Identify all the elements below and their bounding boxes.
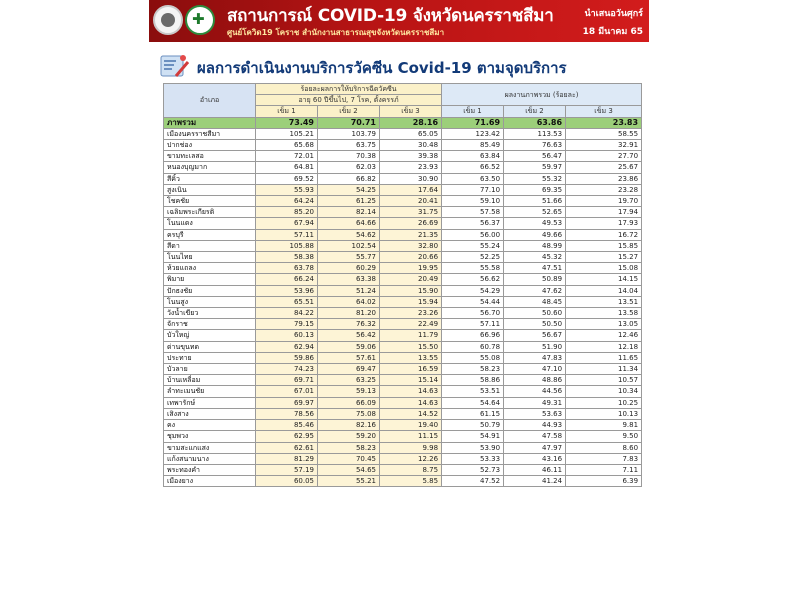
header-banner	[149, 0, 649, 42]
value-cell: 12.18	[566, 341, 642, 352]
dose-header: เข็ม 2	[318, 106, 380, 117]
value-cell: 13.51	[566, 296, 642, 307]
value-cell: 63.84	[442, 151, 504, 162]
value-cell: 30.48	[380, 140, 442, 151]
value-cell: 49.66	[504, 229, 566, 240]
value-cell: 14.63	[380, 386, 442, 397]
value-cell: 54.25	[318, 184, 380, 195]
table-row	[164, 296, 642, 307]
value-cell: 49.53	[504, 218, 566, 229]
value-cell: 123.42	[442, 128, 504, 139]
value-cell: 14.52	[380, 408, 442, 419]
total-row	[164, 117, 642, 128]
value-cell: 76.63	[504, 140, 566, 151]
value-cell: 57.11	[442, 319, 504, 330]
page-title: สถานการณ์ COVID-19 จังหวัดนครราชสีมา	[227, 6, 554, 26]
table-row	[164, 151, 642, 162]
table-row	[164, 162, 642, 173]
value-cell: 69.71	[256, 375, 318, 386]
value-cell: 52.73	[442, 464, 504, 475]
value-cell: 85.49	[442, 140, 504, 151]
value-cell: 11.34	[566, 364, 642, 375]
district-name: ขามทะเลสอ	[164, 151, 256, 162]
district-name: สีคิ้ว	[164, 173, 256, 184]
dose-header: เข็ม 3	[380, 106, 442, 117]
table-row	[164, 240, 642, 251]
value-cell: 57.11	[256, 229, 318, 240]
report-page	[149, 0, 649, 600]
value-cell: 43.16	[504, 453, 566, 464]
value-cell: 77.10	[442, 184, 504, 195]
value-cell: 48.45	[504, 296, 566, 307]
district-name: บัวใหญ่	[164, 330, 256, 341]
value-cell: 60.05	[256, 476, 318, 487]
table-row	[164, 352, 642, 363]
value-cell: 47.62	[504, 285, 566, 296]
table-row	[164, 285, 642, 296]
value-cell: 53.63	[504, 408, 566, 419]
value-cell: 47.52	[442, 476, 504, 487]
value-cell: 56.67	[504, 330, 566, 341]
value-cell: 52.25	[442, 252, 504, 263]
value-cell: 102.54	[318, 240, 380, 251]
value-cell: 45.32	[504, 252, 566, 263]
value-cell: 76.32	[318, 319, 380, 330]
value-cell: 63.75	[318, 140, 380, 151]
value-cell: 47.83	[504, 352, 566, 363]
value-cell: 15.14	[380, 375, 442, 386]
value-cell: 26.69	[380, 218, 442, 229]
value-cell: 61.15	[442, 408, 504, 419]
value-cell: 17.93	[566, 218, 642, 229]
value-cell: 9.81	[566, 420, 642, 431]
value-cell: 27.70	[566, 151, 642, 162]
value-cell: 59.20	[318, 431, 380, 442]
value-cell: 59.97	[504, 162, 566, 173]
value-cell: 16.59	[380, 364, 442, 375]
value-cell: 59.13	[318, 386, 380, 397]
value-cell: 13.58	[566, 308, 642, 319]
health-ministry-logo-icon: ✚	[185, 5, 215, 35]
value-cell: 58.23	[442, 364, 504, 375]
value-cell: 55.24	[442, 240, 504, 251]
value-cell: 65.68	[256, 140, 318, 151]
value-cell: 64.81	[256, 162, 318, 173]
value-cell: 58.86	[442, 375, 504, 386]
value-cell: 63.78	[256, 263, 318, 274]
value-cell: 55.21	[318, 476, 380, 487]
value-cell: 50.79	[442, 420, 504, 431]
value-cell: 10.25	[566, 397, 642, 408]
value-cell: 17.94	[566, 207, 642, 218]
table-row	[164, 453, 642, 464]
group1-header-line1: ร้อยละผลการให้บริการฉีดวัคซีน	[256, 84, 442, 95]
value-cell: 70.45	[318, 453, 380, 464]
table-row	[164, 252, 642, 263]
value-cell: 79.15	[256, 319, 318, 330]
value-cell: 65.51	[256, 296, 318, 307]
value-cell: 54.91	[442, 431, 504, 442]
value-cell: 57.19	[256, 464, 318, 475]
table-row	[164, 140, 642, 151]
district-name: โนนไทย	[164, 252, 256, 263]
value-cell: 66.96	[442, 330, 504, 341]
district-name: โนนแดง	[164, 218, 256, 229]
value-cell: 66.09	[318, 397, 380, 408]
district-name: เทพารักษ์	[164, 397, 256, 408]
table-row	[164, 274, 642, 285]
value-cell: 103.79	[318, 128, 380, 139]
table-row	[164, 319, 642, 330]
value-cell: 51.90	[504, 341, 566, 352]
value-cell: 85.46	[256, 420, 318, 431]
value-cell: 54.64	[442, 397, 504, 408]
district-name: สีดา	[164, 240, 256, 251]
value-cell: 41.24	[504, 476, 566, 487]
value-cell: 57.58	[442, 207, 504, 218]
district-name: ชุมพวง	[164, 431, 256, 442]
value-cell: 31.75	[380, 207, 442, 218]
district-name: โชคชัย	[164, 196, 256, 207]
value-cell: 113.53	[504, 128, 566, 139]
value-cell: 9.98	[380, 442, 442, 453]
value-cell: 20.41	[380, 196, 442, 207]
value-cell: 72.01	[256, 151, 318, 162]
value-cell: 62.61	[256, 442, 318, 453]
value-cell: 78.56	[256, 408, 318, 419]
value-cell: 105.88	[256, 240, 318, 251]
value-cell: 51.66	[504, 196, 566, 207]
value-cell: 7.11	[566, 464, 642, 475]
district-name: ด่านขุนทด	[164, 341, 256, 352]
value-cell: 55.58	[442, 263, 504, 274]
value-cell: 48.99	[504, 240, 566, 251]
value-cell: 11.15	[380, 431, 442, 442]
province-seal-icon	[153, 5, 183, 35]
district-name: แก้งสนามนาง	[164, 453, 256, 464]
value-cell: 53.33	[442, 453, 504, 464]
value-cell: 19.70	[566, 196, 642, 207]
presented-day: นำเสนอวันศุกร์	[584, 9, 643, 19]
district-name: ประทาย	[164, 352, 256, 363]
value-cell: 58.23	[318, 442, 380, 453]
table-row	[164, 229, 642, 240]
dose-header: เข็ม 2	[504, 106, 566, 117]
value-cell: 56.62	[442, 274, 504, 285]
district-name: สูงเนิน	[164, 184, 256, 195]
value-cell: 105.21	[256, 128, 318, 139]
section-title: ผลการดำเนินงานบริการวัคซีน Covid-19 ตามจุดบริการ	[197, 59, 567, 77]
value-cell: 69.97	[256, 397, 318, 408]
value-cell: 81.29	[256, 453, 318, 464]
value-cell: 11.65	[566, 352, 642, 363]
district-header: อำเภอ	[164, 84, 256, 118]
district-name: เฉลิมพระเกียรติ	[164, 207, 256, 218]
value-cell: 14.63	[380, 397, 442, 408]
value-cell: 55.77	[318, 252, 380, 263]
value-cell: 55.93	[256, 184, 318, 195]
value-cell: 17.64	[380, 184, 442, 195]
value-cell: 82.16	[318, 420, 380, 431]
district-name: ครบุรี	[164, 229, 256, 240]
value-cell: 85.20	[256, 207, 318, 218]
value-cell: 66.82	[318, 173, 380, 184]
table-row	[164, 330, 642, 341]
value-cell: 6.39	[566, 476, 642, 487]
table-row	[164, 431, 642, 442]
presented-date: 18 มีนาคม 65	[582, 27, 643, 37]
value-cell: 74.23	[256, 364, 318, 375]
total-value: 63.86	[504, 117, 566, 128]
value-cell: 32.80	[380, 240, 442, 251]
value-cell: 5.85	[380, 476, 442, 487]
value-cell: 48.86	[504, 375, 566, 386]
value-cell: 64.24	[256, 196, 318, 207]
value-cell: 75.08	[318, 408, 380, 419]
vaccine-syringe-icon	[159, 52, 189, 80]
vaccine-table	[163, 83, 642, 487]
value-cell: 62.03	[318, 162, 380, 173]
value-cell: 19.40	[380, 420, 442, 431]
value-cell: 47.51	[504, 263, 566, 274]
value-cell: 15.85	[566, 240, 642, 251]
value-cell: 47.58	[504, 431, 566, 442]
table-row	[164, 420, 642, 431]
value-cell: 60.13	[256, 330, 318, 341]
value-cell: 23.93	[380, 162, 442, 173]
value-cell: 23.26	[380, 308, 442, 319]
value-cell: 63.38	[318, 274, 380, 285]
value-cell: 84.22	[256, 308, 318, 319]
table-row	[164, 476, 642, 487]
value-cell: 67.94	[256, 218, 318, 229]
table-row	[164, 207, 642, 218]
value-cell: 69.52	[256, 173, 318, 184]
group2-header: ผลงานภาพรวม (ร้อยละ)	[442, 84, 642, 106]
value-cell: 8.75	[380, 464, 442, 475]
table-row	[164, 464, 642, 475]
value-cell: 61.25	[318, 196, 380, 207]
value-cell: 16.72	[566, 229, 642, 240]
district-name: หนองบุญมาก	[164, 162, 256, 173]
table-row	[164, 308, 642, 319]
table-row	[164, 263, 642, 274]
table-row	[164, 341, 642, 352]
value-cell: 13.05	[566, 319, 642, 330]
value-cell: 21.35	[380, 229, 442, 240]
table-row	[164, 408, 642, 419]
total-value: 28.16	[380, 117, 442, 128]
value-cell: 53.90	[442, 442, 504, 453]
value-cell: 12.46	[566, 330, 642, 341]
value-cell: 64.02	[318, 296, 380, 307]
value-cell: 9.50	[566, 431, 642, 442]
total-value: 23.83	[566, 117, 642, 128]
value-cell: 44.93	[504, 420, 566, 431]
table-row	[164, 364, 642, 375]
table-row	[164, 196, 642, 207]
value-cell: 20.49	[380, 274, 442, 285]
value-cell: 30.90	[380, 173, 442, 184]
value-cell: 19.95	[380, 263, 442, 274]
value-cell: 54.62	[318, 229, 380, 240]
value-cell: 39.38	[380, 151, 442, 162]
table-row	[164, 173, 642, 184]
value-cell: 53.96	[256, 285, 318, 296]
value-cell: 47.97	[504, 442, 566, 453]
table-row	[164, 386, 642, 397]
value-cell: 58.38	[256, 252, 318, 263]
district-name: โนนสูง	[164, 296, 256, 307]
value-cell: 56.42	[318, 330, 380, 341]
value-cell: 64.66	[318, 218, 380, 229]
table-row	[164, 397, 642, 408]
value-cell: 47.10	[504, 364, 566, 375]
value-cell: 13.55	[380, 352, 442, 363]
value-cell: 14.15	[566, 274, 642, 285]
value-cell: 56.47	[504, 151, 566, 162]
district-name: ห้วยแถลง	[164, 263, 256, 274]
table-row	[164, 184, 642, 195]
district-name: ปักธงชัย	[164, 285, 256, 296]
value-cell: 15.50	[380, 341, 442, 352]
dose-header: เข็ม 1	[442, 106, 504, 117]
value-cell: 15.27	[566, 252, 642, 263]
value-cell: 15.08	[566, 263, 642, 274]
value-cell: 23.86	[566, 173, 642, 184]
value-cell: 50.60	[504, 308, 566, 319]
value-cell: 65.05	[380, 128, 442, 139]
district-name: คง	[164, 420, 256, 431]
value-cell: 15.94	[380, 296, 442, 307]
district-name: จักราช	[164, 319, 256, 330]
district-name: เมืองยาง	[164, 476, 256, 487]
page-subtitle: ศูนย์โควิด19 โคราช สำนักงานสาธารณสุขจังหวัดนครราชสีมา	[227, 28, 445, 37]
value-cell: 60.29	[318, 263, 380, 274]
total-value: 71.69	[442, 117, 504, 128]
table-row	[164, 375, 642, 386]
value-cell: 12.26	[380, 453, 442, 464]
value-cell: 20.66	[380, 252, 442, 263]
value-cell: 55.32	[504, 173, 566, 184]
value-cell: 67.01	[256, 386, 318, 397]
district-name: ขามสะแกแสง	[164, 442, 256, 453]
value-cell: 49.31	[504, 397, 566, 408]
value-cell: 56.70	[442, 308, 504, 319]
district-name: พระทองคำ	[164, 464, 256, 475]
value-cell: 50.50	[504, 319, 566, 330]
value-cell: 59.10	[442, 196, 504, 207]
district-name: ลำทะเมนชัย	[164, 386, 256, 397]
table-row	[164, 128, 642, 139]
value-cell: 15.90	[380, 285, 442, 296]
dose-header: เข็ม 1	[256, 106, 318, 117]
value-cell: 69.35	[504, 184, 566, 195]
value-cell: 10.34	[566, 386, 642, 397]
value-cell: 81.20	[318, 308, 380, 319]
district-name: วังน้ำเขียว	[164, 308, 256, 319]
table-row	[164, 442, 642, 453]
value-cell: 54.29	[442, 285, 504, 296]
value-cell: 56.37	[442, 218, 504, 229]
value-cell: 51.24	[318, 285, 380, 296]
value-cell: 59.06	[318, 341, 380, 352]
value-cell: 63.25	[318, 375, 380, 386]
value-cell: 50.89	[504, 274, 566, 285]
district-name: บัวลาย	[164, 364, 256, 375]
value-cell: 57.61	[318, 352, 380, 363]
value-cell: 53.51	[442, 386, 504, 397]
total-value: 73.49	[256, 117, 318, 128]
value-cell: 25.67	[566, 162, 642, 173]
value-cell: 66.24	[256, 274, 318, 285]
value-cell: 46.11	[504, 464, 566, 475]
value-cell: 56.00	[442, 229, 504, 240]
value-cell: 8.60	[566, 442, 642, 453]
value-cell: 59.86	[256, 352, 318, 363]
value-cell: 32.91	[566, 140, 642, 151]
value-cell: 11.79	[380, 330, 442, 341]
value-cell: 10.57	[566, 375, 642, 386]
district-name: เสิงสาง	[164, 408, 256, 419]
value-cell: 58.55	[566, 128, 642, 139]
total-value: 70.71	[318, 117, 380, 128]
district-name: บ้านเหลื่อม	[164, 375, 256, 386]
table-row	[164, 218, 642, 229]
value-cell: 63.50	[442, 173, 504, 184]
total-label: ภาพรวม	[164, 117, 256, 128]
value-cell: 55.08	[442, 352, 504, 363]
value-cell: 62.94	[256, 341, 318, 352]
dose-header: เข็ม 3	[566, 106, 642, 117]
value-cell: 66.52	[442, 162, 504, 173]
district-name: พิมาย	[164, 274, 256, 285]
value-cell: 44.56	[504, 386, 566, 397]
value-cell: 62.95	[256, 431, 318, 442]
value-cell: 10.13	[566, 408, 642, 419]
district-name: เมืองนครราชสีมา	[164, 128, 256, 139]
group1-header-line2: อายุ 60 ปีขึ้นไป, 7 โรค, ตั้งครรภ์	[256, 95, 442, 106]
value-cell: 60.78	[442, 341, 504, 352]
value-cell: 54.65	[318, 464, 380, 475]
value-cell: 7.83	[566, 453, 642, 464]
value-cell: 82.14	[318, 207, 380, 218]
value-cell: 22.49	[380, 319, 442, 330]
district-name: ปากช่อง	[164, 140, 256, 151]
value-cell: 14.04	[566, 285, 642, 296]
value-cell: 69.47	[318, 364, 380, 375]
value-cell: 70.38	[318, 151, 380, 162]
value-cell: 23.28	[566, 184, 642, 195]
value-cell: 52.65	[504, 207, 566, 218]
value-cell: 54.44	[442, 296, 504, 307]
